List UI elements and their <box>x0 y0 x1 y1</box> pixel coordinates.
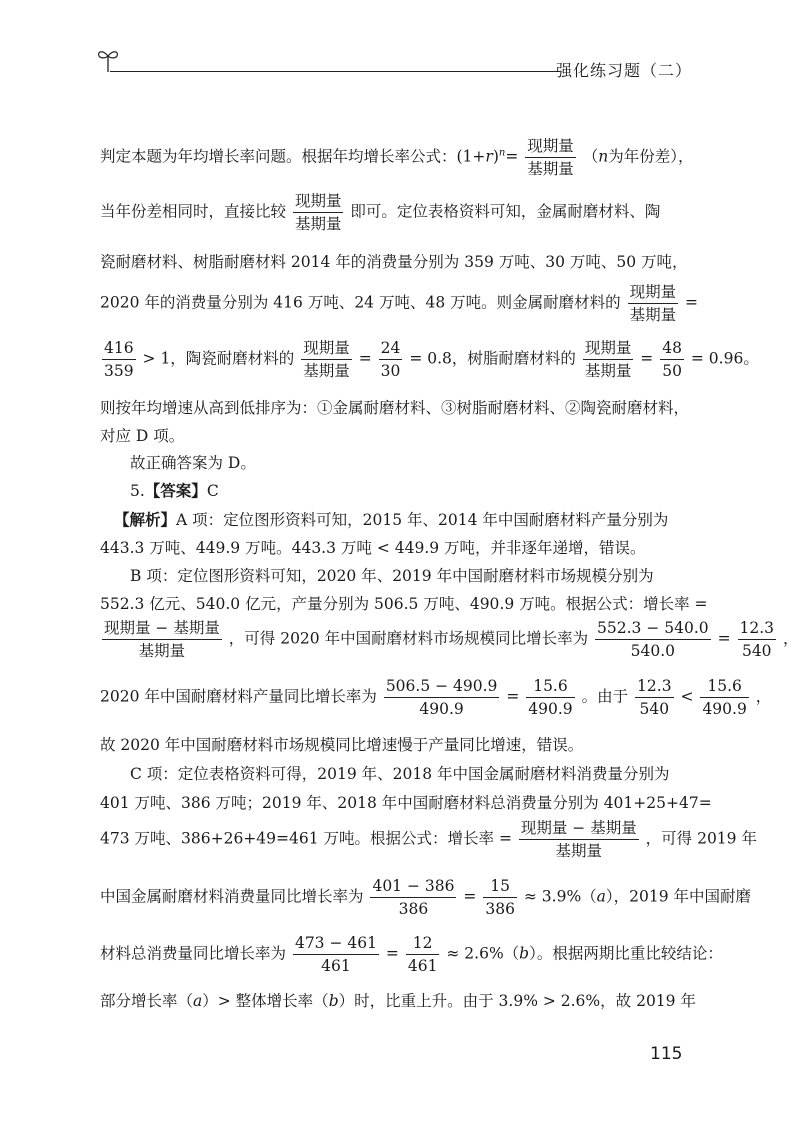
text-line: $\frac{416}{359}$ > 1，陶瓷耐磨材料的 $\frac{\text{现期量}}{\text{基期量}}$ = $\frac{24}{30}$ = 0.8，树脂耐磨材料的 $\frac{\text{现期量}}{\text{基期量}}$ = $\frac{48}{50}$ = 0.96。 <box>104 339 759 380</box>
text-line: 2020 年的消费量分别为 416 万吨、24 万吨、48 万吨。则金属耐磨材料的 $\frac{\text{现期量}}{\text{基期量}}$ = <box>100 283 699 324</box>
text-line: 瓷耐磨材料、树脂耐磨材料 2014 年的消费量分别为 359 万吨、30 万吨、50 万吨， <box>100 253 688 271</box>
text-line: 材料总消费量同比增长率为 $\frac{473 - 461}{461}$ = $\frac{12}{461}$ ≈ 2.6%（b）。根据两期比重比较结论： <box>100 934 723 975</box>
page-header <box>96 40 692 80</box>
text-line: 对应 D 项。 <box>100 427 185 445</box>
fraction: $\frac{473 - 461}{461}$ <box>294 934 377 975</box>
fraction: $\frac{\text{现期量 − 基期量}}{\text{基期量}}$ <box>104 619 220 660</box>
fraction: $\frac{\text{现期量}}{\text{基期量}}$ <box>629 283 677 324</box>
fraction: $\frac{506.5 - 490.9}{490.9}$ <box>385 677 498 718</box>
header-rule <box>110 71 560 72</box>
text-line: $\frac{\text{现期量 − 基期量}}{\text{基期量}}$ ，可得 2020 年中国耐磨材料市场规模同比增长率为 $\frac{552.3 - 540.0}{540.0}$ = $\frac{12.3}{540}$ ， <box>104 619 799 660</box>
text-line: 部分增长率（a）> 整体增长率（b）时，比重上升。由于 3.9% > 2.6%，故 2019 年 <box>100 992 696 1010</box>
section-title: 强化练习题（二） <box>555 61 692 80</box>
fraction: $\frac{12.3}{540}$ <box>739 619 775 660</box>
fraction: $\frac{12}{461}$ <box>407 934 438 975</box>
text-line: 443.3 万吨、449.9 万吨。443.3 万吨 < 449.9 万吨，并非逐年递增，错误。 <box>100 539 646 557</box>
fraction: $\frac{15.6}{490.9}$ <box>702 677 747 718</box>
fraction: $\frac{552.3 - 540.0}{540.0}$ <box>597 619 709 660</box>
text-line: 2020 年中国耐磨材料产量同比增长率为 $\frac{506.5 - 490.9}{490.9}$ = $\frac{15.6}{490.9}$ 。由于 $\frac{12.3}{540}$ < $\frac{15.6}{490.9}$ ， <box>100 677 772 718</box>
text-line: 473 万吨、386+26+49=461 万吨。根据公式：增长率 = $\frac{\text{现期量 − 基期量}}{\text{基期量}}$ ，可得 2019 年 <box>100 819 757 860</box>
sprout-icon <box>96 46 120 74</box>
text-line: 当年份差相同时，直接比较 $\frac{\text{现期量}}{\text{基期量}}$ 即可。定位表格资料可知，金属耐磨材料、陶 <box>100 192 661 233</box>
fraction: $\frac{15.6}{490.9}$ <box>528 677 573 718</box>
page-number: 115 <box>650 1044 683 1064</box>
text-line: C 项：定位表格资料可得，2019 年、2018 年中国金属耐磨材料消费量分别为 <box>130 765 670 783</box>
fraction: $\frac{\text{现期量}}{\text{基期量}}$ <box>527 137 574 178</box>
fraction: $\frac{\text{现期量 − 基期量}}{\text{基期量}}$ <box>520 819 637 860</box>
fraction: $\frac{416}{359}$ <box>104 339 134 380</box>
fraction: $\frac{24}{30}$ <box>380 339 401 380</box>
fraction: $\frac{401 - 386}{386}$ <box>372 877 455 918</box>
text-line: 故 2020 年中国耐磨材料市场规模同比增速慢于产量同比增速，错误。 <box>100 736 584 754</box>
fraction: $\frac{15}{386}$ <box>485 877 515 918</box>
answer-line: 5.【答案】C <box>130 481 219 500</box>
text-line: 【解析】A 项：定位图形资料可知，2015 年、2014 年中国耐磨材料产量分别为 <box>114 510 669 529</box>
text-line: 552.3 亿元、540.0 亿元，产量分别为 506.5 万吨、490.9 万吨。根据公式：增长率 = <box>100 595 708 613</box>
fraction: $\frac{48}{50}$ <box>662 339 682 380</box>
fraction: $\frac{\text{现期量}}{\text{基期量}}$ <box>303 339 350 380</box>
text-line: 中国金属耐磨材料消费量同比增长率为 $\frac{401 - 386}{386}$ = $\frac{15}{386}$ ≈ 3.9%（a），2019 年中国耐磨 <box>100 877 752 918</box>
text-line: 则按年均增速从高到低排序为：①金属耐磨材料、③树脂耐磨材料、②陶瓷耐磨材料， <box>100 399 690 417</box>
fraction: $\frac{\text{现期量}}{\text{基期量}}$ <box>294 192 342 233</box>
fraction: $\frac{12.3}{540}$ <box>637 677 672 718</box>
text-line: B 项：定位图形资料可知，2020 年、2019 年中国耐磨材料市场规模分别为 <box>130 567 654 585</box>
text-line: 判定本题为年均增长率问题。根据年均增长率公式：$(1+r)^n=$ $\frac{\text{现期量}}{\text{基期量}}$ （n为年份差）， <box>100 137 694 178</box>
text-line: 故正确答案为 D。 <box>130 454 256 472</box>
fraction: $\frac{\text{现期量}}{\text{基期量}}$ <box>584 339 632 380</box>
text-line: 401 万吨、386 万吨；2019 年、2018 年中国耐磨材料总消费量分别为 401+25+47= <box>100 794 712 812</box>
